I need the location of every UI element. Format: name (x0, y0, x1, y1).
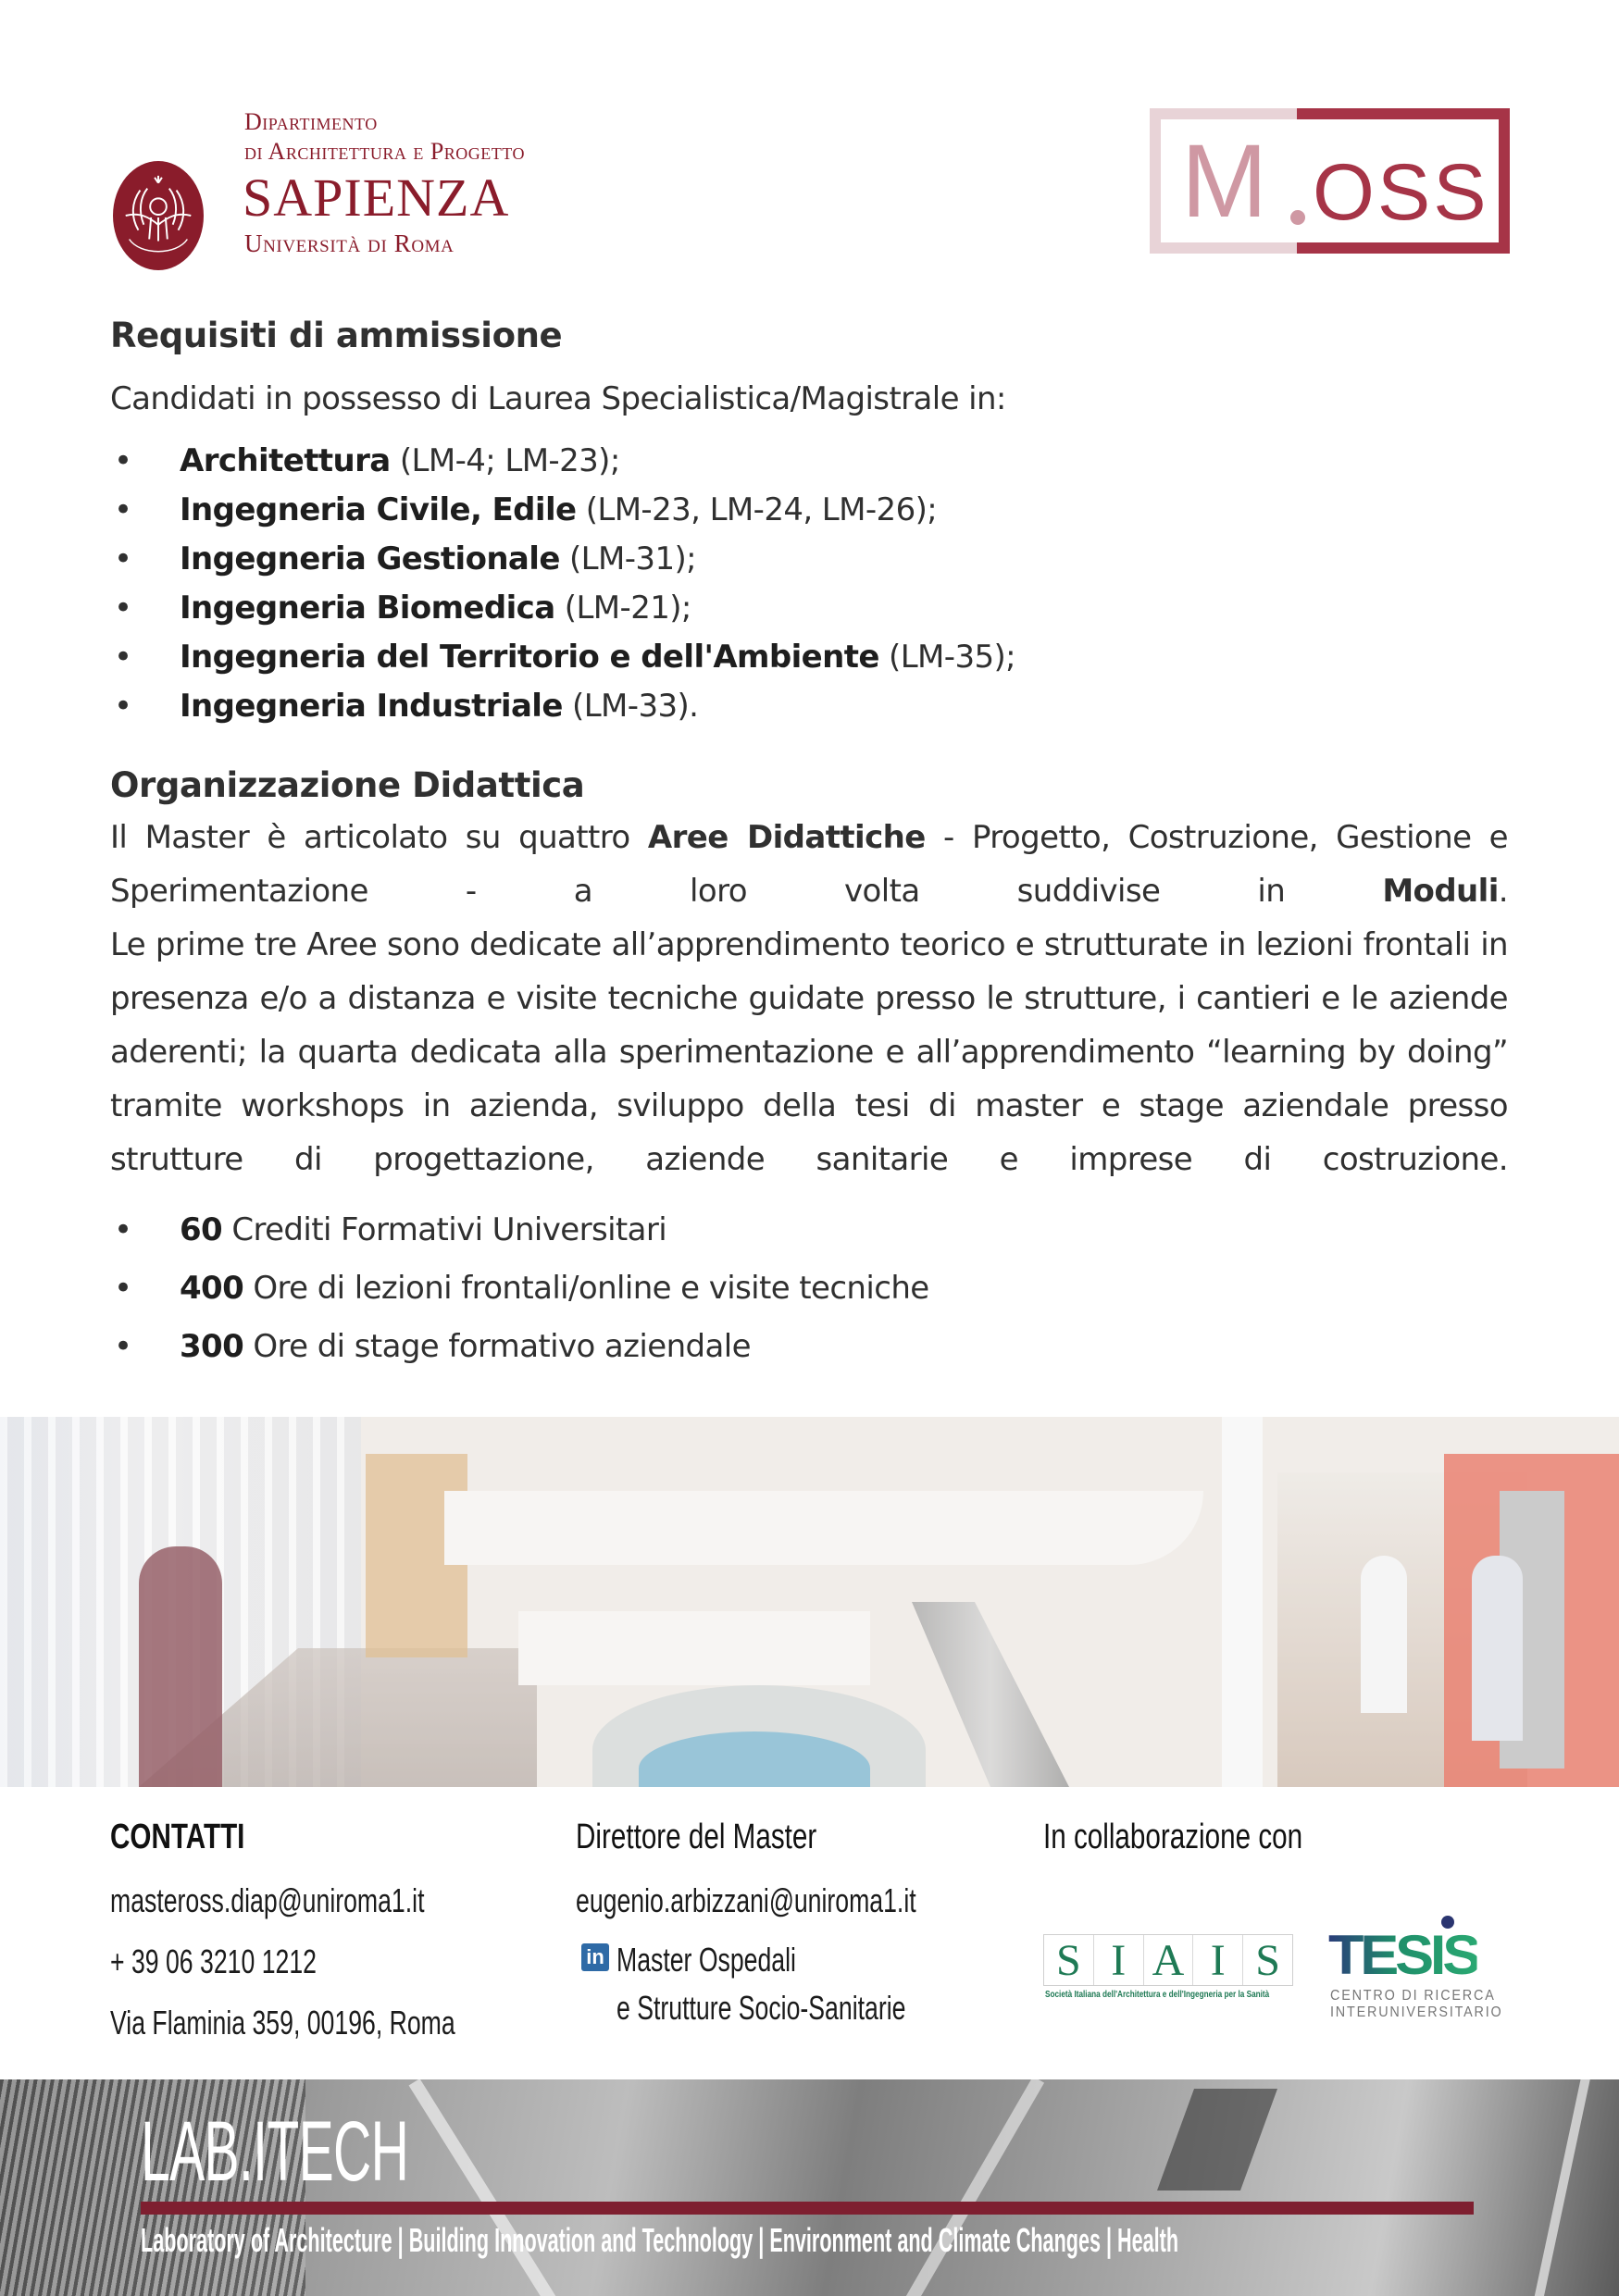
sapienza-logo (109, 104, 628, 270)
bullet-icon: • (114, 1211, 132, 1248)
director-column (576, 1814, 1036, 2034)
degree-name: Ingegneria Civile, Edile (180, 491, 577, 528)
degree-code: (LM-35); (878, 639, 1016, 676)
text-run: . (1498, 873, 1508, 910)
university-name: SAPIENZA (243, 168, 510, 228)
main-content (110, 315, 1508, 1376)
sapienza-seal-icon (113, 161, 204, 270)
stat-label: Ore di lezioni frontali/online e visite tecniche (243, 1270, 929, 1307)
tesis-logo (1328, 1916, 1504, 2027)
stat-label: Crediti Formativi Universitari (222, 1211, 667, 1248)
linkedin-line-2: e Strutture Socio-Sanitarie (616, 1989, 906, 2027)
director-email-link[interactable]: eugenio.arbizzani@uniroma1.it (576, 1881, 916, 1919)
bullet-icon: • (114, 688, 132, 725)
siais-letter: S (1044, 1935, 1094, 1985)
siais-logo (1043, 1934, 1293, 2008)
department-line-2: di Architettura e Progetto (244, 138, 525, 165)
siais-letter-grid (1043, 1934, 1293, 1986)
degree-code: (LM-33). (562, 688, 699, 725)
tesis-line-1: CENTRO DI RICERCA (1330, 1988, 1496, 2004)
contact-email-link[interactable]: masteross.diap@uniroma1.it (110, 1881, 425, 1919)
director-title: Direttore del Master (576, 1818, 817, 1856)
degree-name: Ingegneria Biomedica (180, 590, 555, 627)
bullet-icon: • (114, 491, 132, 528)
siais-letter: S (1255, 1936, 1280, 1985)
banner-building-edge (894, 2079, 1044, 2296)
contacts-title: CONTATTI (110, 1818, 245, 1856)
paragraph-aree (110, 811, 1508, 918)
logo-dot (1290, 210, 1305, 225)
collaboration-title: In collaborazione con (1043, 1818, 1303, 1856)
linkedin-link[interactable] (576, 1942, 1036, 2034)
bullet-icon: • (114, 1328, 132, 1365)
bullet-icon: • (114, 540, 132, 577)
department-line-1: Dipartimento (244, 108, 378, 135)
tesis-line-2: INTERUNIVERSITARIO (1330, 2004, 1503, 2020)
master-moss-logo (1150, 108, 1510, 254)
degree-list (110, 437, 1508, 731)
partner-logos (1043, 1916, 1525, 2027)
siais-subtitle: Società Italiana dell'Architettura e dell'Ingegneria per la Sanità (1045, 1990, 1270, 2000)
photo-overlay (0, 1417, 1619, 1787)
stat-value: 400 (180, 1270, 244, 1307)
banner-shadow (1157, 2089, 1277, 2191)
contacts-column (110, 1814, 577, 2043)
labitech-banner (0, 2079, 1619, 2296)
logo-letter-m: M (1181, 123, 1268, 239)
section-requisiti (110, 315, 1508, 731)
linkedin-label (616, 1936, 905, 2032)
list-item (110, 633, 1508, 682)
siais-letter: I (1094, 1935, 1144, 1985)
linkedin-icon: in (581, 1943, 609, 1971)
logo-letters-oss: OSS (1313, 148, 1489, 237)
section-title-organizzazione: Organizzazione Didattica (110, 765, 585, 805)
list-item (110, 535, 1508, 584)
hospital-atrium-photo (0, 1417, 1619, 1787)
collaboration-column (1043, 1814, 1503, 2020)
requisiti-intro: Candidati in possesso di Laurea Specialistica/Magistrale in: (110, 380, 1006, 417)
list-item (110, 1318, 1508, 1376)
list-item (110, 486, 1508, 535)
banner-building-edge (1526, 2079, 1593, 2296)
department-name (244, 107, 525, 167)
text-run: - Progetto, Costruzione, Gestione e Sperimentazione - a loro volta suddivise in (110, 819, 1508, 910)
section-organizzazione (110, 764, 1508, 1376)
list-item (110, 437, 1508, 486)
contacts-section (0, 1814, 1619, 2073)
banner-building-edge (409, 2079, 567, 2296)
bold-run: Moduli (1382, 873, 1499, 910)
siais-letter: I (1193, 1935, 1243, 1985)
stat-value: 300 (180, 1328, 244, 1365)
text-run: Il Master è articolato su quattro (110, 819, 648, 856)
labitech-title: LAB.ITECH (141, 2104, 409, 2199)
degree-name: Ingegneria Gestionale (180, 540, 560, 577)
paragraph-description: Le prime tre Aree sono dedicate all’apprendimento teorico e strutturate in lezioni frontali in presenza e/o a distanza e visite tecniche guidate presso le strutture, i cantieri e le aziende aderenti; la quarta dedicata alla sperimentazione e all’apprendimento “learning by doing” tramite workshops in azienda, sviluppo della tesi di master e stage aziendale presso strutture di progettazione, aziende sanitarie e imprese di costruzione. (110, 926, 1508, 1178)
bold-run: Aree Didattiche (647, 819, 926, 856)
degree-name: Ingegneria del Territorio e dell'Ambiente (180, 639, 879, 676)
bullet-icon: • (114, 1270, 132, 1307)
stat-value: 60 (180, 1211, 223, 1248)
bullet-icon: • (114, 590, 132, 627)
section-title-requisiti: Requisiti di ammissione (110, 316, 563, 355)
degree-code: (LM-4; LM-23); (390, 442, 620, 479)
degree-name: Architettura (180, 442, 391, 479)
degree-code: (LM-21); (554, 590, 691, 627)
bullet-icon: • (114, 442, 132, 479)
bullet-icon: • (114, 639, 132, 676)
university-subtitle: Università di Roma (244, 230, 455, 257)
degree-name: Ingegneria Industriale (180, 688, 563, 725)
stats-list (110, 1201, 1508, 1376)
list-item (110, 1201, 1508, 1260)
degree-code: (LM-23, LM-24, LM-26); (576, 491, 938, 528)
linkedin-line-1: Master Ospedali (616, 1941, 796, 1979)
list-item (110, 584, 1508, 633)
stat-label: Ore di stage formativo aziendale (243, 1328, 751, 1365)
labitech-tagline: Laboratory of Architecture | Building Innovation and Technology | Environment and Climate Changes | Health (141, 2221, 1179, 2259)
accent-bar (141, 2202, 1474, 2215)
tesis-wordmark: TESIS (1328, 1924, 1478, 1986)
list-item (110, 682, 1508, 731)
list-item (110, 1260, 1508, 1318)
contact-phone[interactable]: + 39 06 3210 1212 (110, 1942, 317, 1980)
contact-address: Via Flaminia 359, 00196, Roma (110, 2004, 455, 2042)
degree-code: (LM-31); (559, 540, 696, 577)
siais-letter: A (1144, 1935, 1194, 1985)
